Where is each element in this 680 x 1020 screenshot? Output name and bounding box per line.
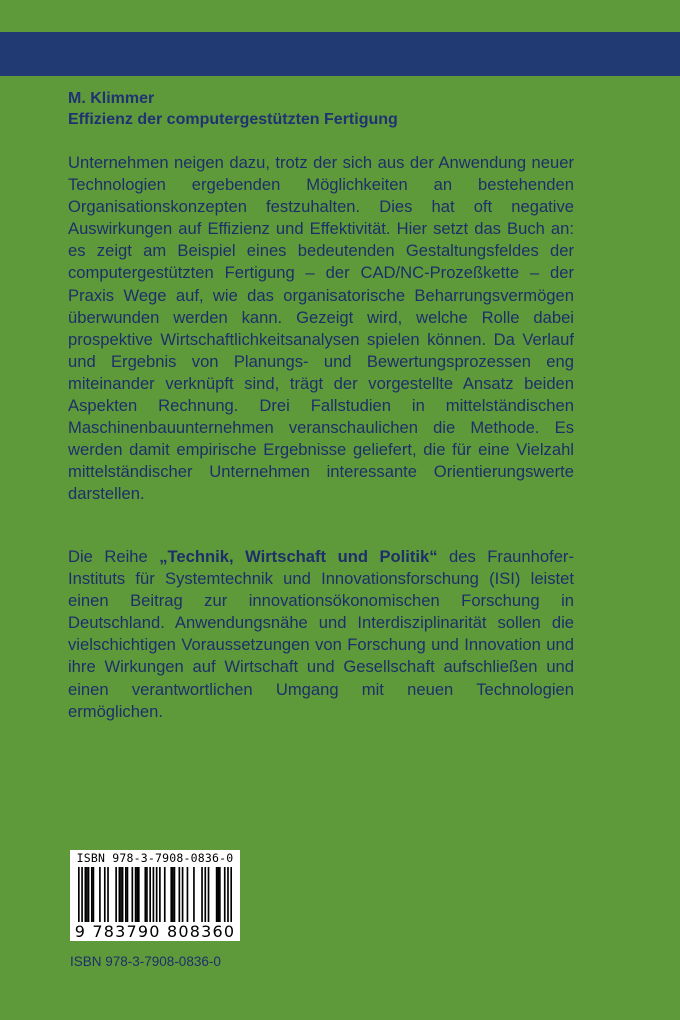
barcode-bar: [217, 867, 219, 922]
isbn-footer: ISBN 978-3-7908-0836-0: [70, 954, 221, 969]
barcode-bar: [125, 867, 127, 922]
barcode-bar: [93, 867, 95, 922]
barcode-bar: [99, 867, 101, 922]
barcode-bar: [138, 867, 140, 922]
barcode: [70, 850, 240, 941]
barcode-isbn-label: ISBN 978-3-7908-0836-0: [76, 851, 234, 865]
barcode-bar: [146, 867, 148, 922]
series-text: des Fraunhofer-Instituts für Systemtechnik und Innovationsforschung (ISI) leistet einen Beitrag zur innovationsökonomischen Forschung in Deutschland. Anwendungsnähe und Interdisziplinarität sollen die vielschichtigen Voraussetzungen von Forschung und Innovation und ihre Wirkungen auf Wirtschaft und Gesellschaft aufschließen und einen verantwortlichen Umgang mit neuen Technologien ermöglichen.: [68, 547, 574, 721]
barcode-bar: [179, 867, 181, 922]
barcode-bar: [172, 867, 174, 922]
barcode-bar: [107, 867, 109, 922]
barcode-bar: [230, 867, 232, 922]
barcode-bars: [78, 867, 232, 922]
barcode-bar: [122, 867, 124, 922]
barcode-bar: [78, 867, 80, 922]
barcode-bar: [119, 867, 121, 922]
barcode-bar: [170, 867, 172, 922]
barcode-bar: [84, 867, 86, 922]
barcode-bar: [216, 867, 218, 922]
book-header: [68, 88, 628, 130]
description-paragraph: Unternehmen neigen dazu, trotz der sich aus der Anwendung neuer Technologien ergebenden Möglichkeiten an bestehenden Organisationskonzepten festzuhalten. Dies hat oft negative Auswirkungen auf Effizienz und Effektivität. Hier setzt das Buch an: es zeigt am Beispiel eines bedeutenden Gestaltungsfeldes der computergestützten Fertigung – der CAD/NC-Prozeßkette – der Praxis Wege auf, wie das organisatorische Beharrungsvermögen überwunden werden kann. Gezeigt wird, welche Rolle dabei prospektive Wirtschaftlichkeitsanalysen spielen können. Da Verlauf und Ergebnis von Planungs- und Bewertungsprozessen eng miteinander verknüpft sind, trägt der vorgestellte Ansatz beiden Aspekten Rechnung. Drei Fallstudien in mittelständischen Maschinenbauunternehmen veranschaulichen die Methode. Es werden damit empirische Ergebnisse geliefert, die für eine Vielzahl mittelständischer Unternehmen interessante Orientierungswerte darstellen.: [68, 153, 574, 504]
barcode-bar: [86, 867, 88, 922]
barcode-bar: [127, 867, 129, 922]
barcode-bar: [174, 867, 176, 922]
series-intro: Die Reihe: [68, 547, 160, 566]
barcode-bar: [182, 867, 184, 922]
barcode-bar: [193, 867, 195, 922]
barcode-ean-digits: 9 783790 808360: [74, 922, 236, 941]
barcode-bar: [88, 867, 90, 922]
series-name: „Technik, Wirtschaft und Politik“: [159, 547, 438, 566]
series-paragraph: [68, 546, 574, 723]
barcode-bar: [201, 867, 203, 922]
barcode-bar: [115, 867, 117, 922]
top-color-band: [0, 32, 680, 76]
barcode-bar: [153, 867, 155, 922]
barcode-bar: [81, 867, 83, 922]
barcode-bar: [136, 867, 138, 922]
barcode-bar: [224, 867, 226, 922]
barcode-bar: [159, 867, 161, 922]
barcode-bar: [187, 867, 189, 922]
barcode-bar: [204, 867, 206, 922]
barcode-bar: [131, 867, 133, 922]
barcode-bar: [91, 867, 93, 922]
barcode-bar: [120, 867, 122, 922]
barcode-bar: [156, 867, 158, 922]
book-title: Effizienz der computergestützten Fertigung: [68, 111, 398, 128]
barcode-bar: [219, 867, 221, 922]
barcode-bar: [149, 867, 151, 922]
barcode-bar: [135, 867, 137, 922]
barcode-bar: [208, 867, 210, 922]
author-name: M. Klimmer: [68, 90, 155, 107]
barcode-bar: [104, 867, 106, 922]
barcode-bar: [144, 867, 146, 922]
barcode-bar: [164, 867, 166, 922]
barcode-bar: [227, 867, 229, 922]
